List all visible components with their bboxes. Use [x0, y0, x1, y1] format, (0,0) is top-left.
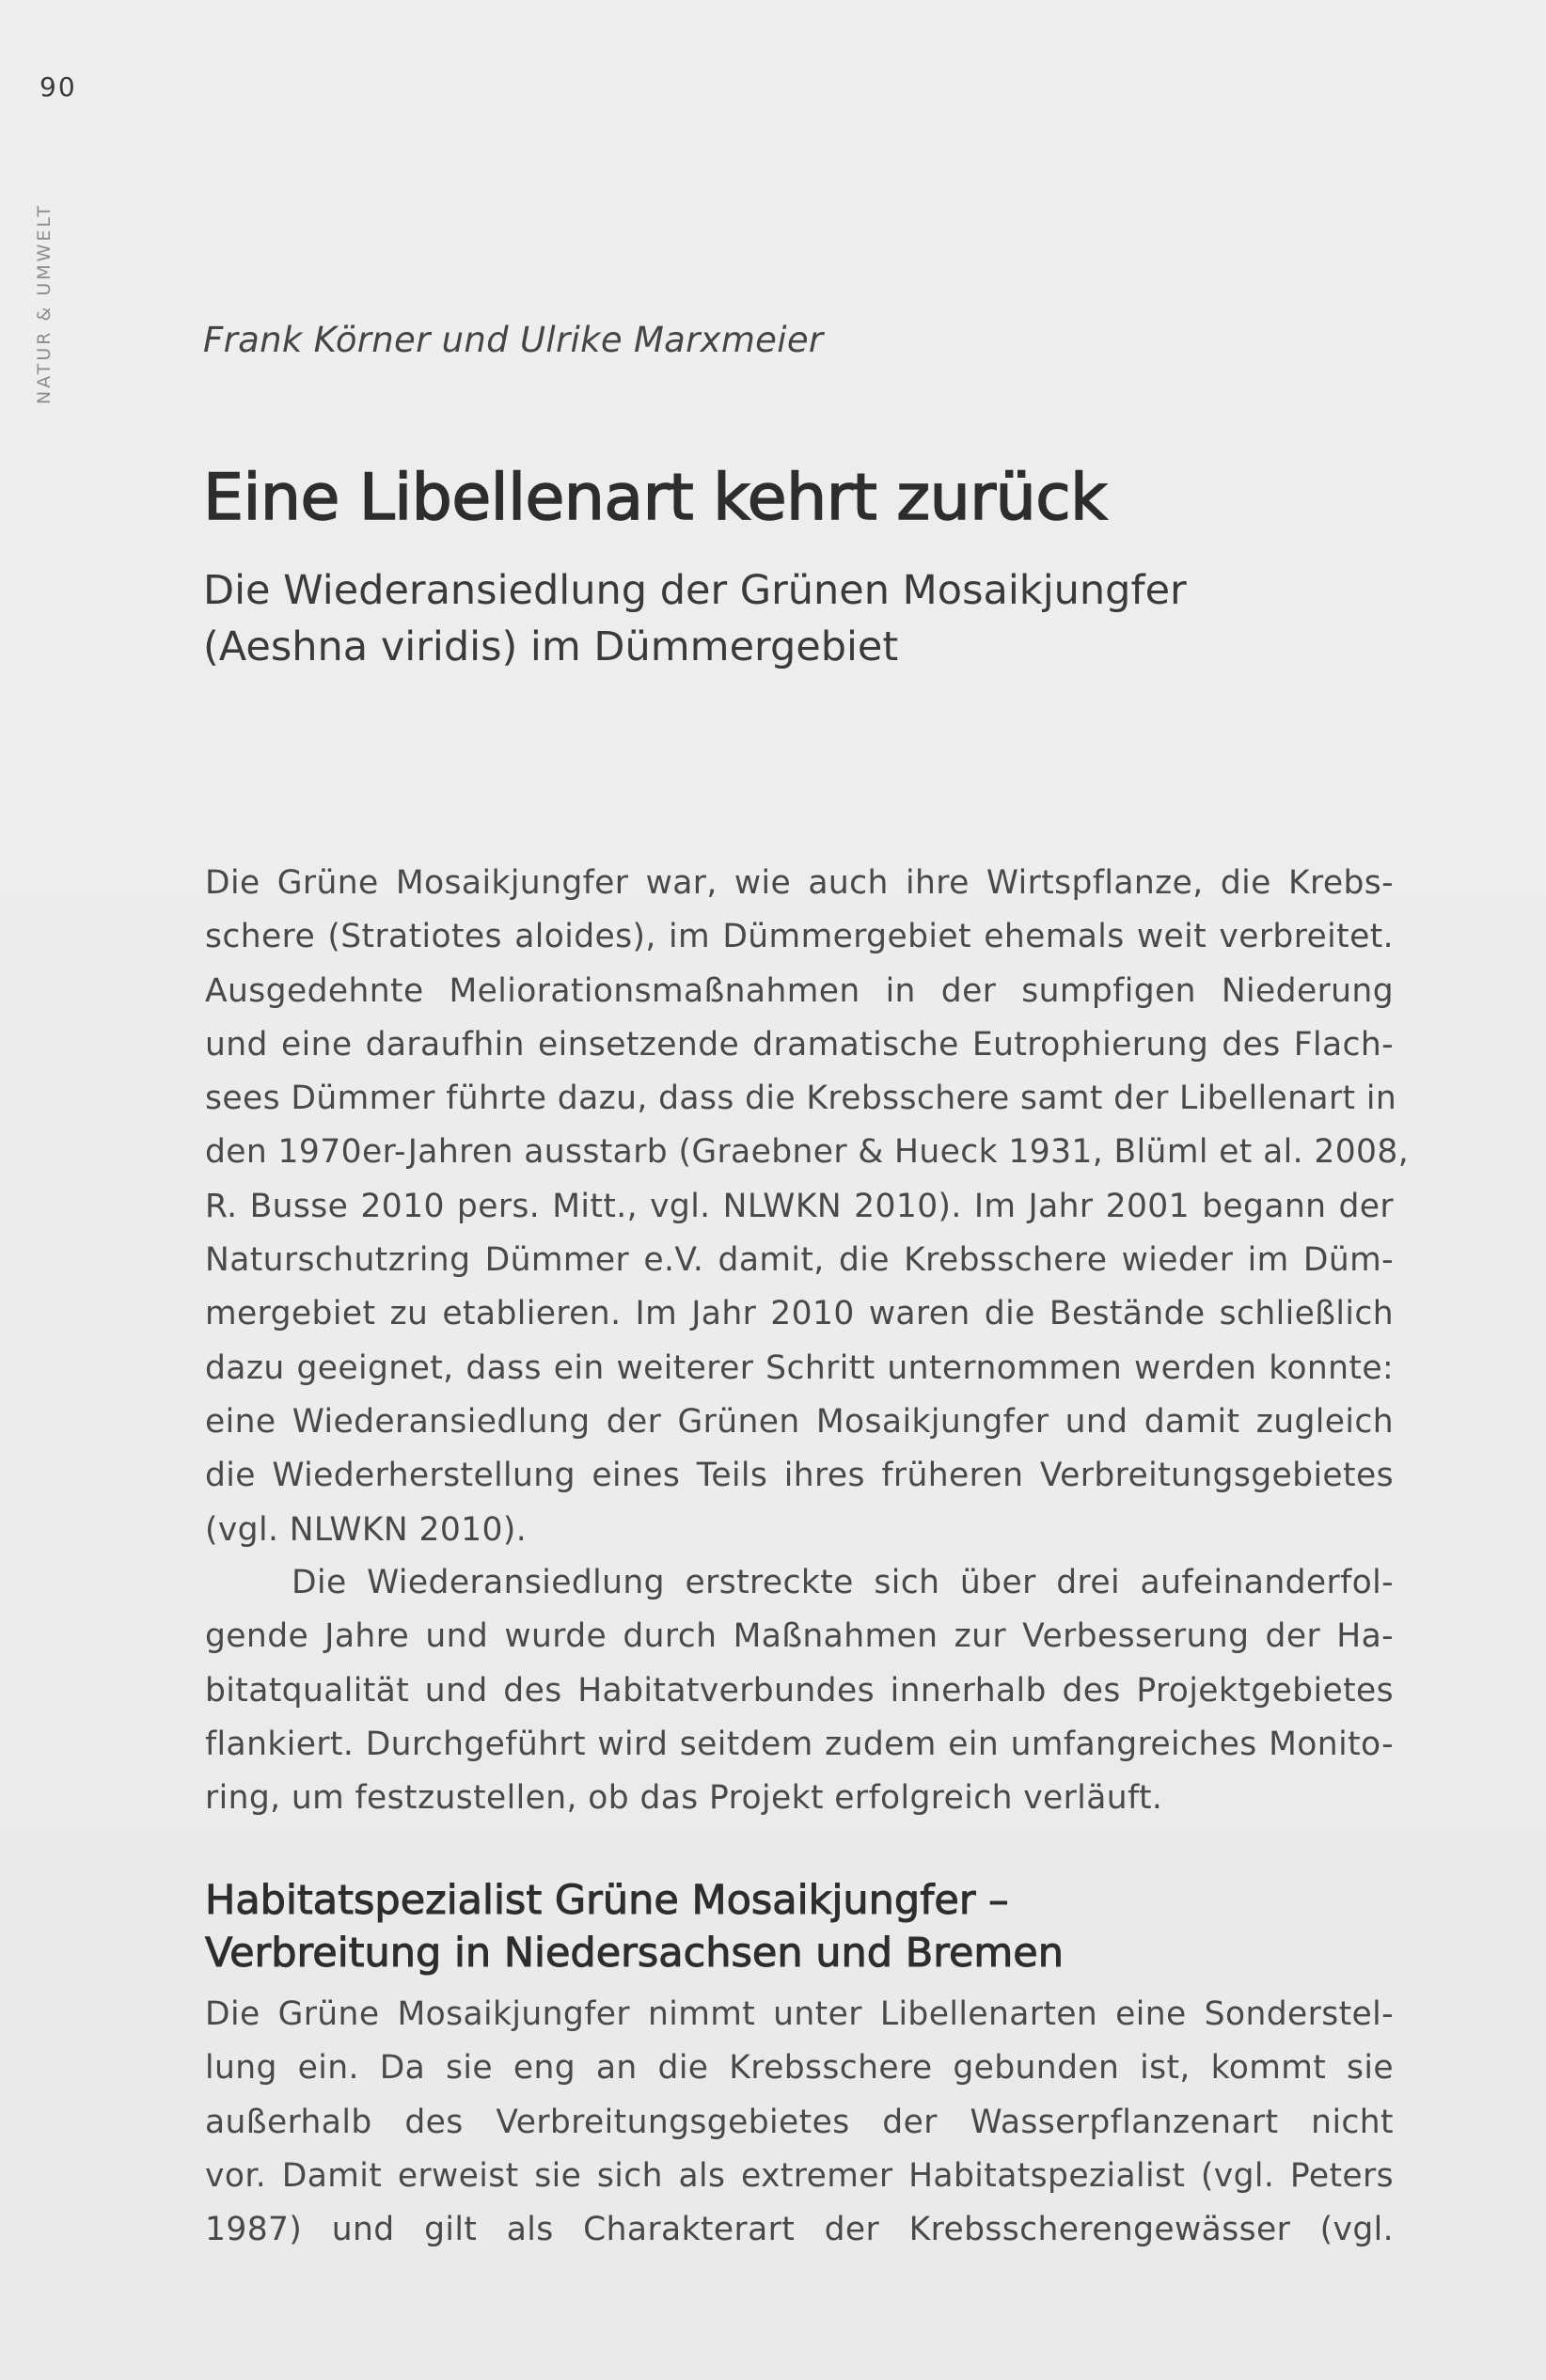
text-line: den 1970er-Jahren ausstarb (Graebner & Hueck 1931, Blüml et al. 2008,	[205, 1133, 1410, 1172]
paragraph-habitat	[205, 1988, 1394, 2257]
text-line: und eine daraufhin einsetzende dramatische Eutrophierung des Flach-	[205, 1025, 1394, 1064]
text-line: die Wiederherstellung eines Teils ihres früheren Verbreitungsgebietes	[205, 1457, 1394, 1495]
text-line: mergebiet zu etablieren. Im Jahr 2010 waren die Bestände schließlich	[205, 1295, 1394, 1333]
text-line: Naturschutzring Dümmer e.V. damit, die Krebsschere wieder im Düm-	[205, 1241, 1394, 1280]
heading-line: Verbreitung in Niedersachsen und Bremen	[205, 1930, 1065, 1977]
subtitle-line: (Aeshna viridis) im Dümmergebiet	[203, 623, 899, 670]
text-line: Die Grüne Mosaikjungfer war, wie auch ihre Wirtspflanze, die Krebs-	[205, 864, 1394, 902]
text-line: außerhalb des Verbreitungsgebietes der Wasserpflanzenart nicht	[205, 2103, 1394, 2141]
text-line: dazu geeignet, dass ein weiterer Schritt unternommen werden konnte:	[205, 1348, 1394, 1387]
text-line: 1987) und gilt als Charakterart der Krebsscherengewässer (vgl.	[205, 2211, 1394, 2249]
article-authors: Frank Körner und Ulrike Marxmeier	[203, 320, 824, 360]
paragraph-intro	[205, 857, 1410, 1557]
text-line: schere (Stratiotes aloides), im Dümmergebiet ehemals weit verbreitet.	[205, 918, 1394, 956]
text-line: Die Grüne Mosaikjungfer nimmt unter Libellenarten eine Sonderstel-	[205, 1995, 1394, 2033]
text-line: eine Wiederansiedlung der Grünen Mosaikjungfer und damit zugleich	[205, 1402, 1394, 1441]
text-line: (vgl. NLWKN 2010).	[205, 1510, 528, 1549]
text-line: R. Busse 2010 pers. Mitt., vgl. NLWKN 2010). Im Jahr 2001 begann der	[205, 1187, 1394, 1225]
text-line: gende Jahre und wurde durch Maßnahmen zur Verbesserung der Ha-	[205, 1617, 1394, 1656]
text-line: lung ein. Da sie eng an die Krebsschere gebunden ist, kommt sie	[205, 2049, 1394, 2088]
page-number: 90	[39, 71, 77, 102]
heading-line: Habitatspezialist Grüne Mosaikjungfer –	[205, 1877, 1009, 1924]
text-line: ring, um festzustellen, ob das Projekt erfolgreich verläuft.	[205, 1779, 1163, 1818]
text-line: Ausgedehnte Meliorationsmaßnahmen in der sumpfigen Niederung	[205, 971, 1394, 1010]
text-line: flankiert. Durchgeführt wird seitdem zudem ein umfangreiches Monito-	[205, 1725, 1394, 1763]
text-line: Die Wiederansiedlung erstreckte sich über drei aufeinanderfol-	[292, 1564, 1394, 1601]
section-heading	[205, 1874, 1394, 1979]
paragraph-reintroduction	[205, 1556, 1394, 1825]
article-subtitle	[203, 562, 1238, 675]
text-line: vor. Damit erweist sie sich als extremer Habitatspezialist (vgl. Peters	[205, 2156, 1394, 2195]
article-title: Eine Libellenart kehrt zurück	[203, 461, 1108, 535]
subtitle-line: Die Wiederansiedlung der Grünen Mosaikjungfer	[203, 567, 1187, 614]
section-label: NATUR & UMWELT	[34, 202, 55, 404]
text-line: bitatqualität und des Habitatverbundes innerhalb des Projektgebietes	[205, 1671, 1394, 1710]
text-line: sees Dümmer führte dazu, dass die Krebsschere samt der Libellenart in	[205, 1080, 1397, 1118]
